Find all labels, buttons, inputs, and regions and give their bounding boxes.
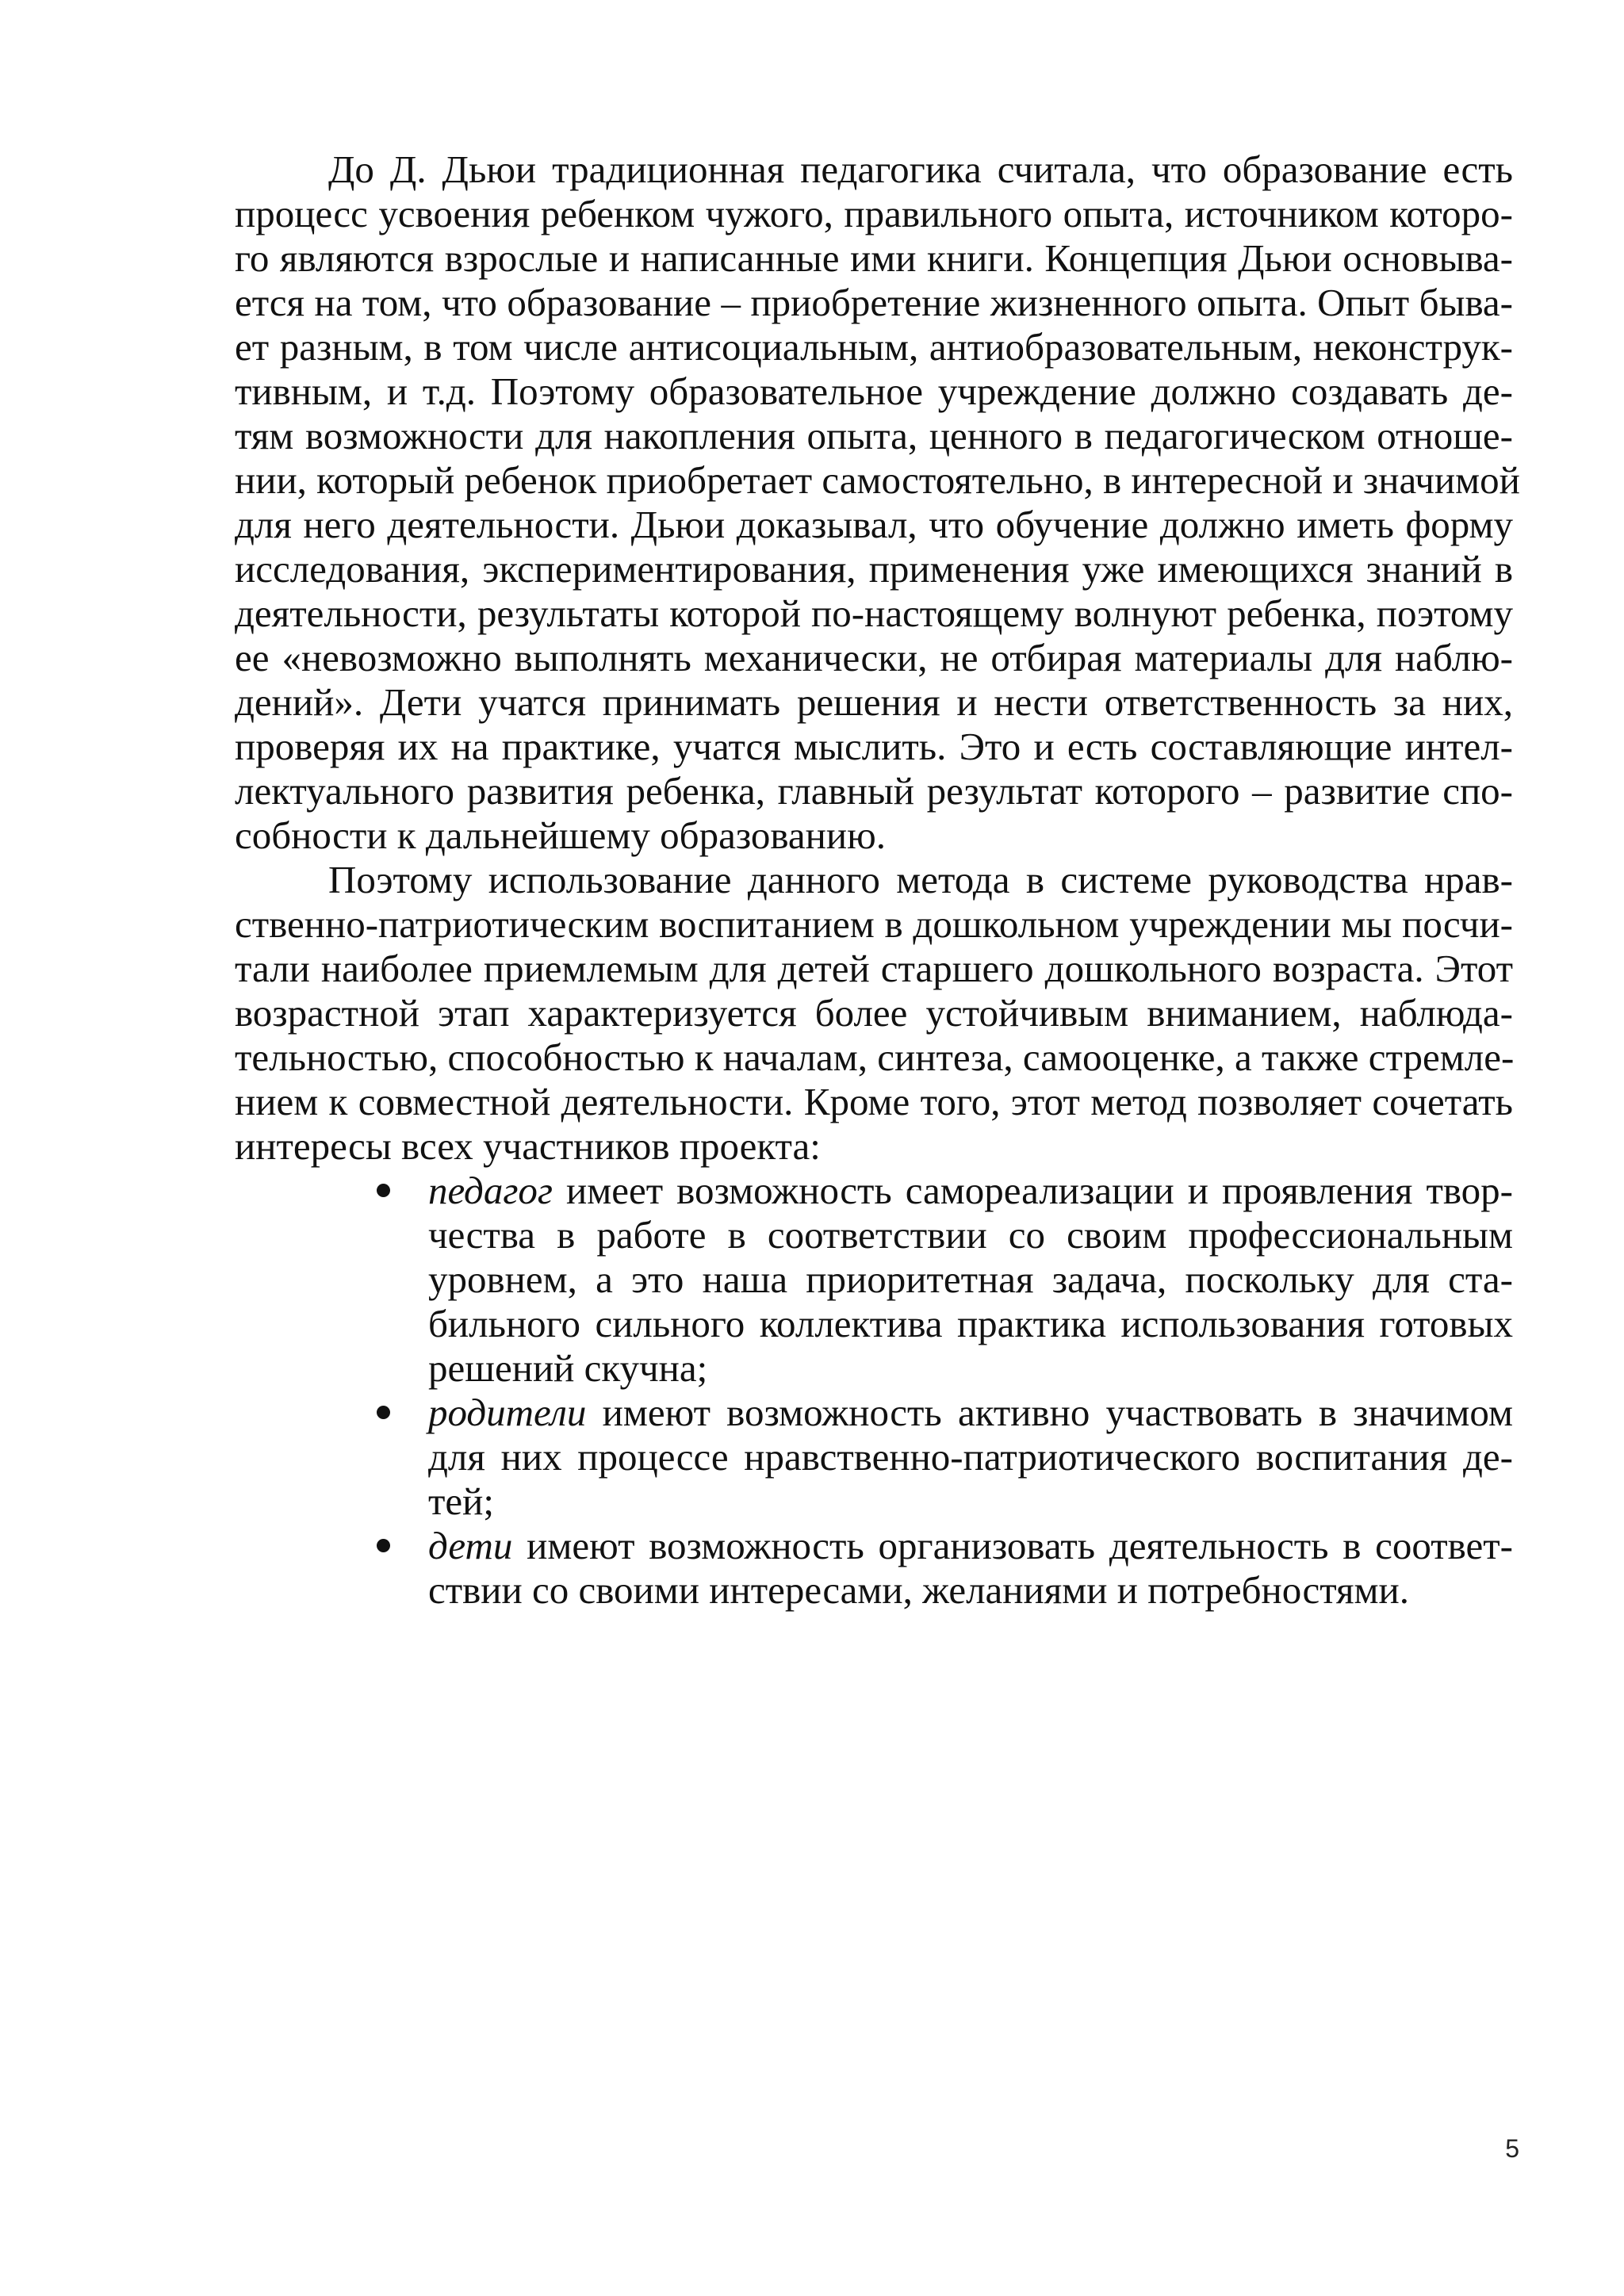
- text-line: деятельности, результаты которой по-настоящему волнуют ребенка, поэтому: [235, 591, 1513, 635]
- term: дети: [428, 1524, 513, 1567]
- text-line: процесс усвоения ребенком чужого, правильного опыта, источником которо-: [235, 192, 1513, 235]
- text-line: ет разным, в том числе антисоциальным, антиобразовательным, неконструк-: [235, 325, 1513, 369]
- term: родители: [428, 1391, 587, 1434]
- text-line: До Д. Дьюи традиционная педагогика считала, что образование есть: [328, 147, 1513, 191]
- page-content: [235, 147, 1520, 1613]
- paragraph-dewey: [235, 147, 1520, 858]
- text-line: бильного сильного коллектива практика использования готовых: [428, 1302, 1513, 1345]
- text-line: тали наиболее приемлемым для детей старшего дошкольного возраста. Этот: [235, 947, 1513, 990]
- text-line: тям возможности для накопления опыта, ценного в педагогическом отноше-: [235, 414, 1513, 457]
- bullet-icon: [377, 1406, 390, 1419]
- text-line: возрастной этап характеризуется более устойчивым вниманием, наблюда-: [235, 991, 1513, 1035]
- paragraph-method: [235, 858, 1513, 1169]
- text-line: ствии со своими интересами, желаниями и потребностями.: [428, 1568, 1409, 1612]
- text-line: имеют возможность организовать деятельность в соответ-: [512, 1524, 1513, 1567]
- text-line: чества в работе в соответствии со своим профессиональным: [428, 1213, 1513, 1257]
- text-line: уровнем, а это наша приоритетная задача, поскольку для ста-: [428, 1257, 1513, 1301]
- list-item-parents: [235, 1391, 1513, 1524]
- list-item-teacher: [235, 1169, 1513, 1391]
- text-line: тельностью, способностью к началам, синтеза, самооценке, а также стремле-: [235, 1035, 1515, 1079]
- bullet-icon: [377, 1539, 390, 1552]
- list-item-children: [235, 1524, 1513, 1613]
- text-line: ственно-патриотическим воспитанием в дошкольном учреждении мы посчи-: [235, 902, 1513, 946]
- text-line: ее «невозможно выполнять механически, не отбирая материалы для наблю-: [235, 636, 1513, 679]
- text-line: исследования, экспериментирования, применения уже имеющихся знаний в: [235, 547, 1513, 591]
- text-line: для них процессе нравственно-патриотического воспитания де-: [428, 1435, 1513, 1479]
- term: педагог: [428, 1169, 553, 1212]
- text-line: Поэтому использование данного метода в системе руководства нрав-: [328, 858, 1513, 901]
- page-number: 5: [1505, 2134, 1519, 2163]
- text-line: нием к совместной деятельности. Кроме того, этот метод позволяет сочетать: [235, 1080, 1513, 1123]
- text-line: решений скучна;: [428, 1346, 708, 1390]
- text-line: имеют возможность активно участвовать в значимом: [586, 1391, 1513, 1434]
- text-line: дений». Дети учатся принимать решения и нести ответственность за них,: [235, 680, 1513, 724]
- text-line: лектуального развития ребенка, главный результат которого – развитие спо-: [235, 769, 1513, 813]
- text-line: го являются взрослые и написанные ими книги. Концепция Дьюи основыва-: [235, 236, 1513, 280]
- participants-list: [235, 1169, 1513, 1613]
- bullet-icon: [377, 1184, 390, 1197]
- text-line: тивным, и т.д. Поэтому образовательное учреждение должно создавать де-: [235, 369, 1513, 413]
- text-line: интересы всех участников проекта:: [235, 1124, 821, 1168]
- text-line: нии, который ребенок приобретает самостоятельно, в интересной и значимой: [235, 458, 1520, 502]
- text-line: проверяя их на практике, учатся мыслить. Это и есть составляющие интел-: [235, 725, 1513, 768]
- text-line: собности к дальнейшему образованию.: [235, 813, 886, 857]
- text-line: тей;: [428, 1479, 494, 1523]
- text-line: имеет возможность самореализации и проявления твор-: [553, 1169, 1513, 1212]
- text-line: для него деятельности. Дьюи доказывал, что обучение должно иметь форму: [235, 503, 1513, 546]
- text-line: ется на том, что образование – приобретение жизненного опыта. Опыт быва-: [235, 281, 1513, 324]
